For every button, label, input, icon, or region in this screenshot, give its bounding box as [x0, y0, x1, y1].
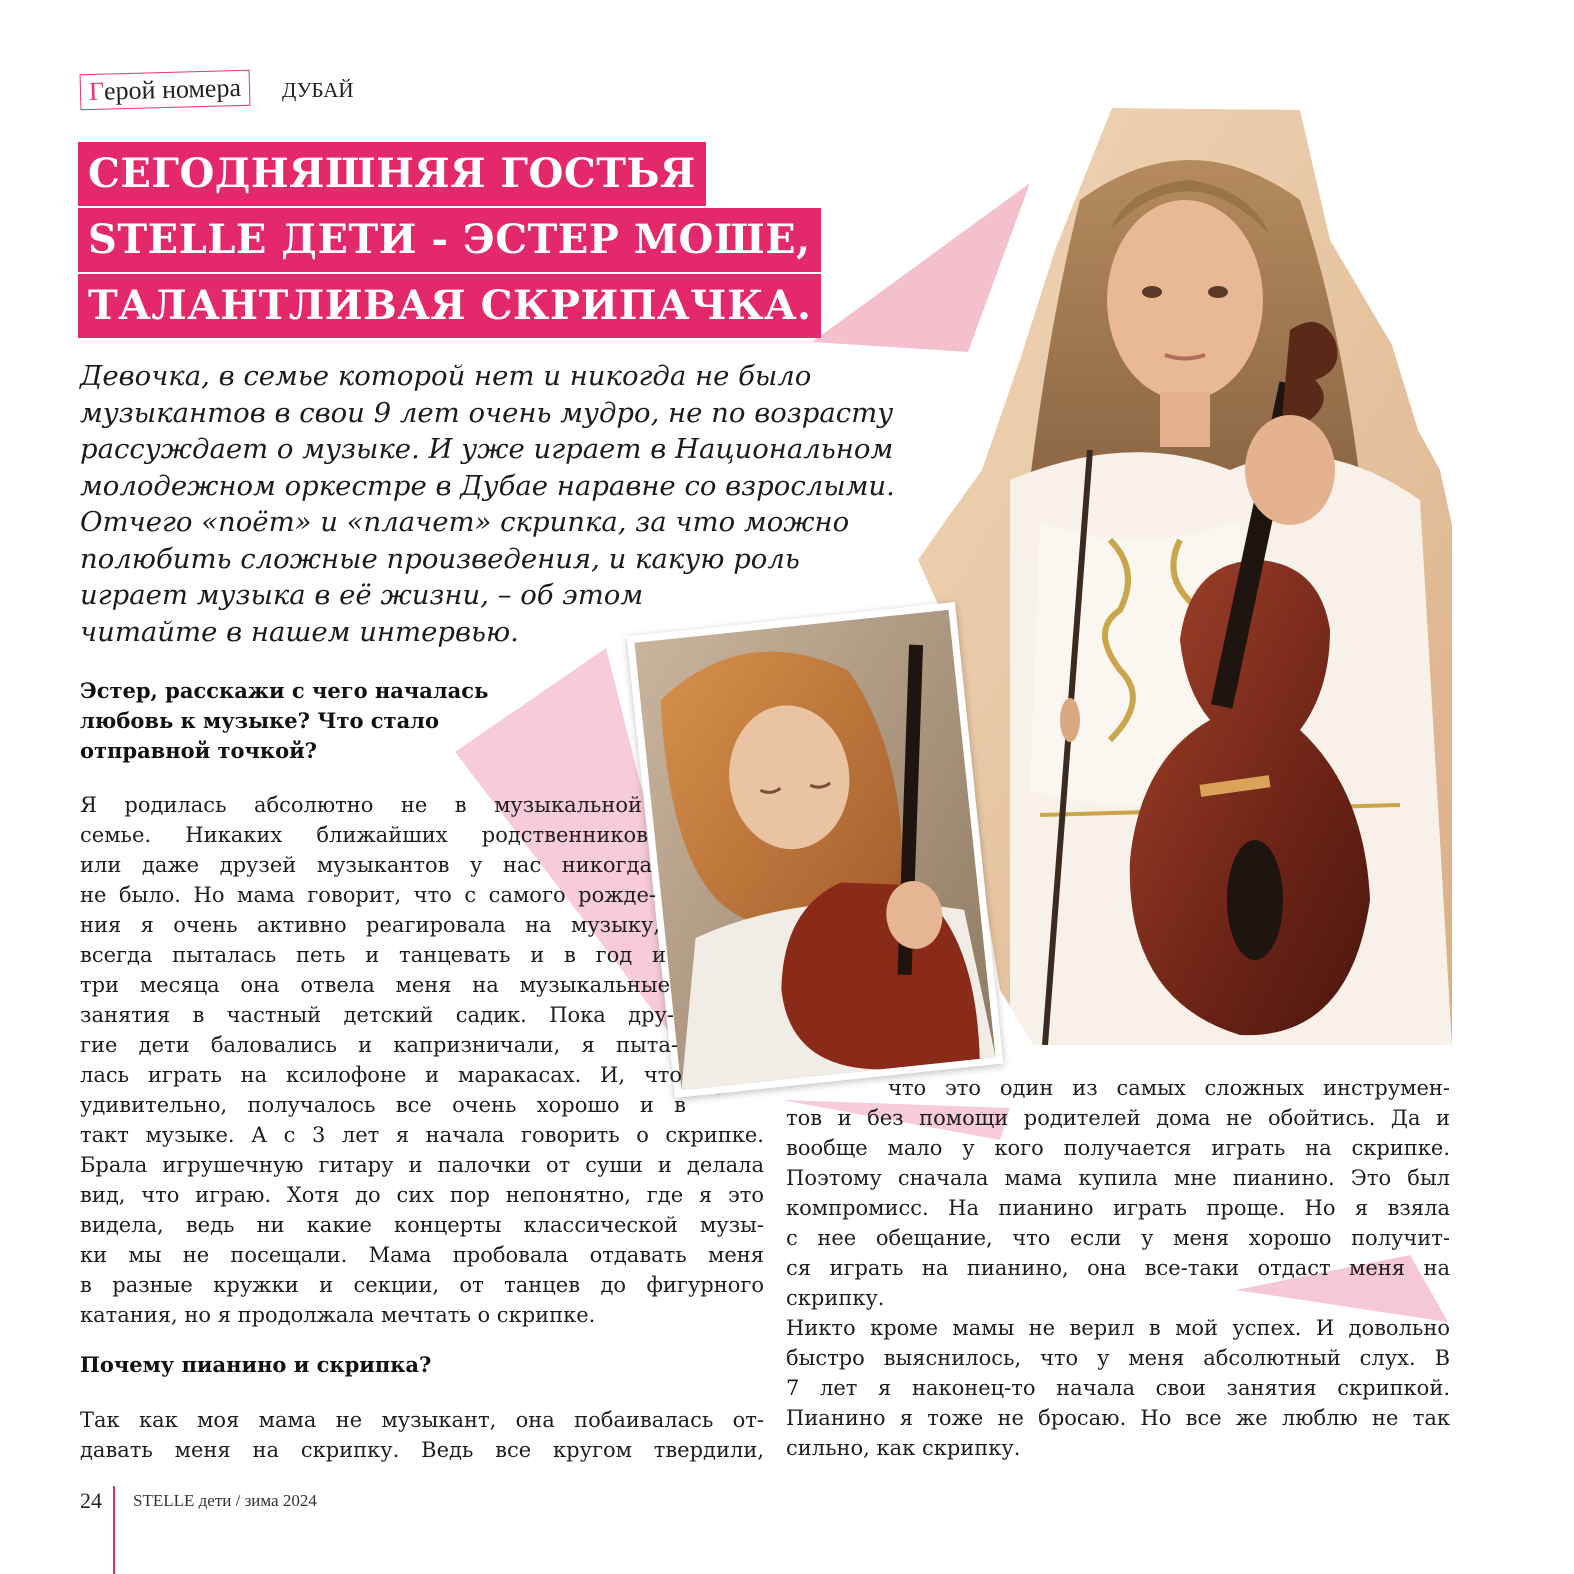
title-line-2: STELLE ДЕТИ - ЭСТЕР МОШЕ,	[78, 208, 821, 272]
question-1-line-3: отправной точкой?	[80, 738, 317, 763]
answer-1-line: ки мы не посещали. Мама пробовала отдавать меня	[80, 1243, 764, 1267]
question-1-line-1: Эстер, расскажи с чего началась	[80, 678, 489, 703]
answer-2-right-line: сильно, как скрипку.	[786, 1436, 1021, 1460]
answer-1-line: удивительно, получалось все очень хорошо и в	[80, 1093, 686, 1117]
answer-2-right-line: тов и без помощи родителей дома не обойтись. Да и	[786, 1106, 1450, 1130]
answer-2-right-line: 7 лет я наконец-то начала свои занятия скрипкой.	[786, 1376, 1450, 1400]
question-1-line-2: любовь к музыке? Что стало	[80, 708, 439, 733]
answer-2-right-line: Никто кроме мамы не верил в мой успех. И довольно	[786, 1316, 1450, 1340]
answer-1-line: такт музыке. А с 3 лет я начала говорить о скрипке.	[80, 1123, 764, 1147]
answer-1-line: или даже друзей музыкантов у нас никогда	[80, 853, 652, 877]
answer-1-line: занятия в частный детский садик. Пока дру-	[80, 1003, 674, 1027]
lead-line-5: Отчего «поёт» и «плачет» скрипка, за что можно	[80, 506, 850, 538]
answer-1-line: всегда пыталась петь и танцевать и в год и	[80, 943, 666, 967]
title-line-3: ТАЛАНТЛИВАЯ СКРИПАЧКА.	[78, 274, 821, 338]
lead-line-8: читайте в нашем интервью.	[80, 616, 519, 648]
footer-divider	[113, 1486, 115, 1574]
answer-1-line: в разные кружки и секции, от танцев до фигурного	[80, 1273, 764, 1297]
answer-2-right-line: компромисс. На пианино играть проще. Но я взяла	[786, 1196, 1450, 1220]
answer-1-line: катания, но я продолжала мечтать о скрипке.	[80, 1303, 596, 1327]
section-city: ДУБАЙ	[282, 78, 354, 102]
secondary-photo-frame	[627, 602, 1004, 1098]
secondary-photo-girl-violin	[634, 610, 995, 1091]
answer-1-line: семье. Никаких ближайших родственников	[80, 823, 648, 847]
answer-2-right-line: скрипку.	[786, 1286, 885, 1310]
section-tag	[80, 70, 251, 110]
answer-1-line: не было. Но мама говорит, что с самого рожде-	[80, 883, 656, 907]
answer-2-right-line: с нее обещание, что если у меня хорошо получит-	[786, 1226, 1450, 1250]
lead-line-7: играет музыка в её жизни, – об этом	[80, 579, 644, 611]
answer-2-right-line: быстро выяснилось, что у меня абсолютный слух. В	[786, 1346, 1450, 1370]
question-2: Почему пианино и скрипка?	[80, 1352, 432, 1377]
answer-2-left-line: давать меня на скрипку. Ведь все кругом твердили,	[80, 1438, 764, 1462]
section-tag-text: ерой номера	[103, 73, 242, 106]
answer-2-right-line: Пианино я тоже не бросаю. Но все же люблю не так	[786, 1406, 1450, 1430]
page-number: 24	[80, 1488, 102, 1513]
lead-line-2: музыкантов в свои 9 лет очень мудро, не по возрасту	[80, 397, 894, 429]
answer-2-right-line: что это один из самых сложных инструмен-	[888, 1076, 1450, 1100]
answer-1-line: Брала игрушечную гитару и палочки от суши и делала	[80, 1153, 764, 1177]
magazine-issue: STELLE дети / зима 2024	[133, 1491, 317, 1510]
answer-2-left-line: Так как моя мама не музыкант, она побаивалась от-	[80, 1408, 764, 1432]
title-line-1: СЕГОДНЯШНЯЯ ГОСТЬЯ	[78, 142, 706, 206]
answer-1-line: лась играть на ксилофоне и маракасах. И, что	[80, 1063, 682, 1087]
section-tag-first-letter: Г	[88, 76, 105, 106]
lead-line-1: Девочка, в семье которой нет и никогда не было	[80, 360, 812, 392]
answer-1-line: Я родилась абсолютно не в музыкальной	[80, 793, 642, 817]
answer-2-right-line: Поэтому сначала мама купила мне пианино. Это был	[786, 1166, 1450, 1190]
lead-line-4: молодежном оркестре в Дубае наравне со взрослыми.	[80, 470, 895, 502]
answer-1-line: три месяца она отвела меня на музыкальные	[80, 973, 670, 997]
answer-2-right-line: вообще мало у кого получается играть на скрипке.	[786, 1136, 1450, 1160]
answer-2-right-line: ся играть на пианино, она все-таки отдаст меня на	[786, 1256, 1450, 1280]
answer-1-line: вид, что играю. Хотя до сих пор непонятно, где я это	[80, 1183, 764, 1207]
answer-1-line: ния я очень активно реагировала на музыку,	[80, 913, 660, 937]
answer-1-line: видела, ведь ни какие концерты классической музы-	[80, 1213, 764, 1237]
answer-1-line: гие дети баловались и капризничали, я пыта-	[80, 1033, 678, 1057]
lead-line-6: полюбить сложные произведения, и какую роль	[80, 543, 800, 575]
lead-line-3: рассуждает о музыке. И уже играет в Национальном	[80, 433, 894, 465]
